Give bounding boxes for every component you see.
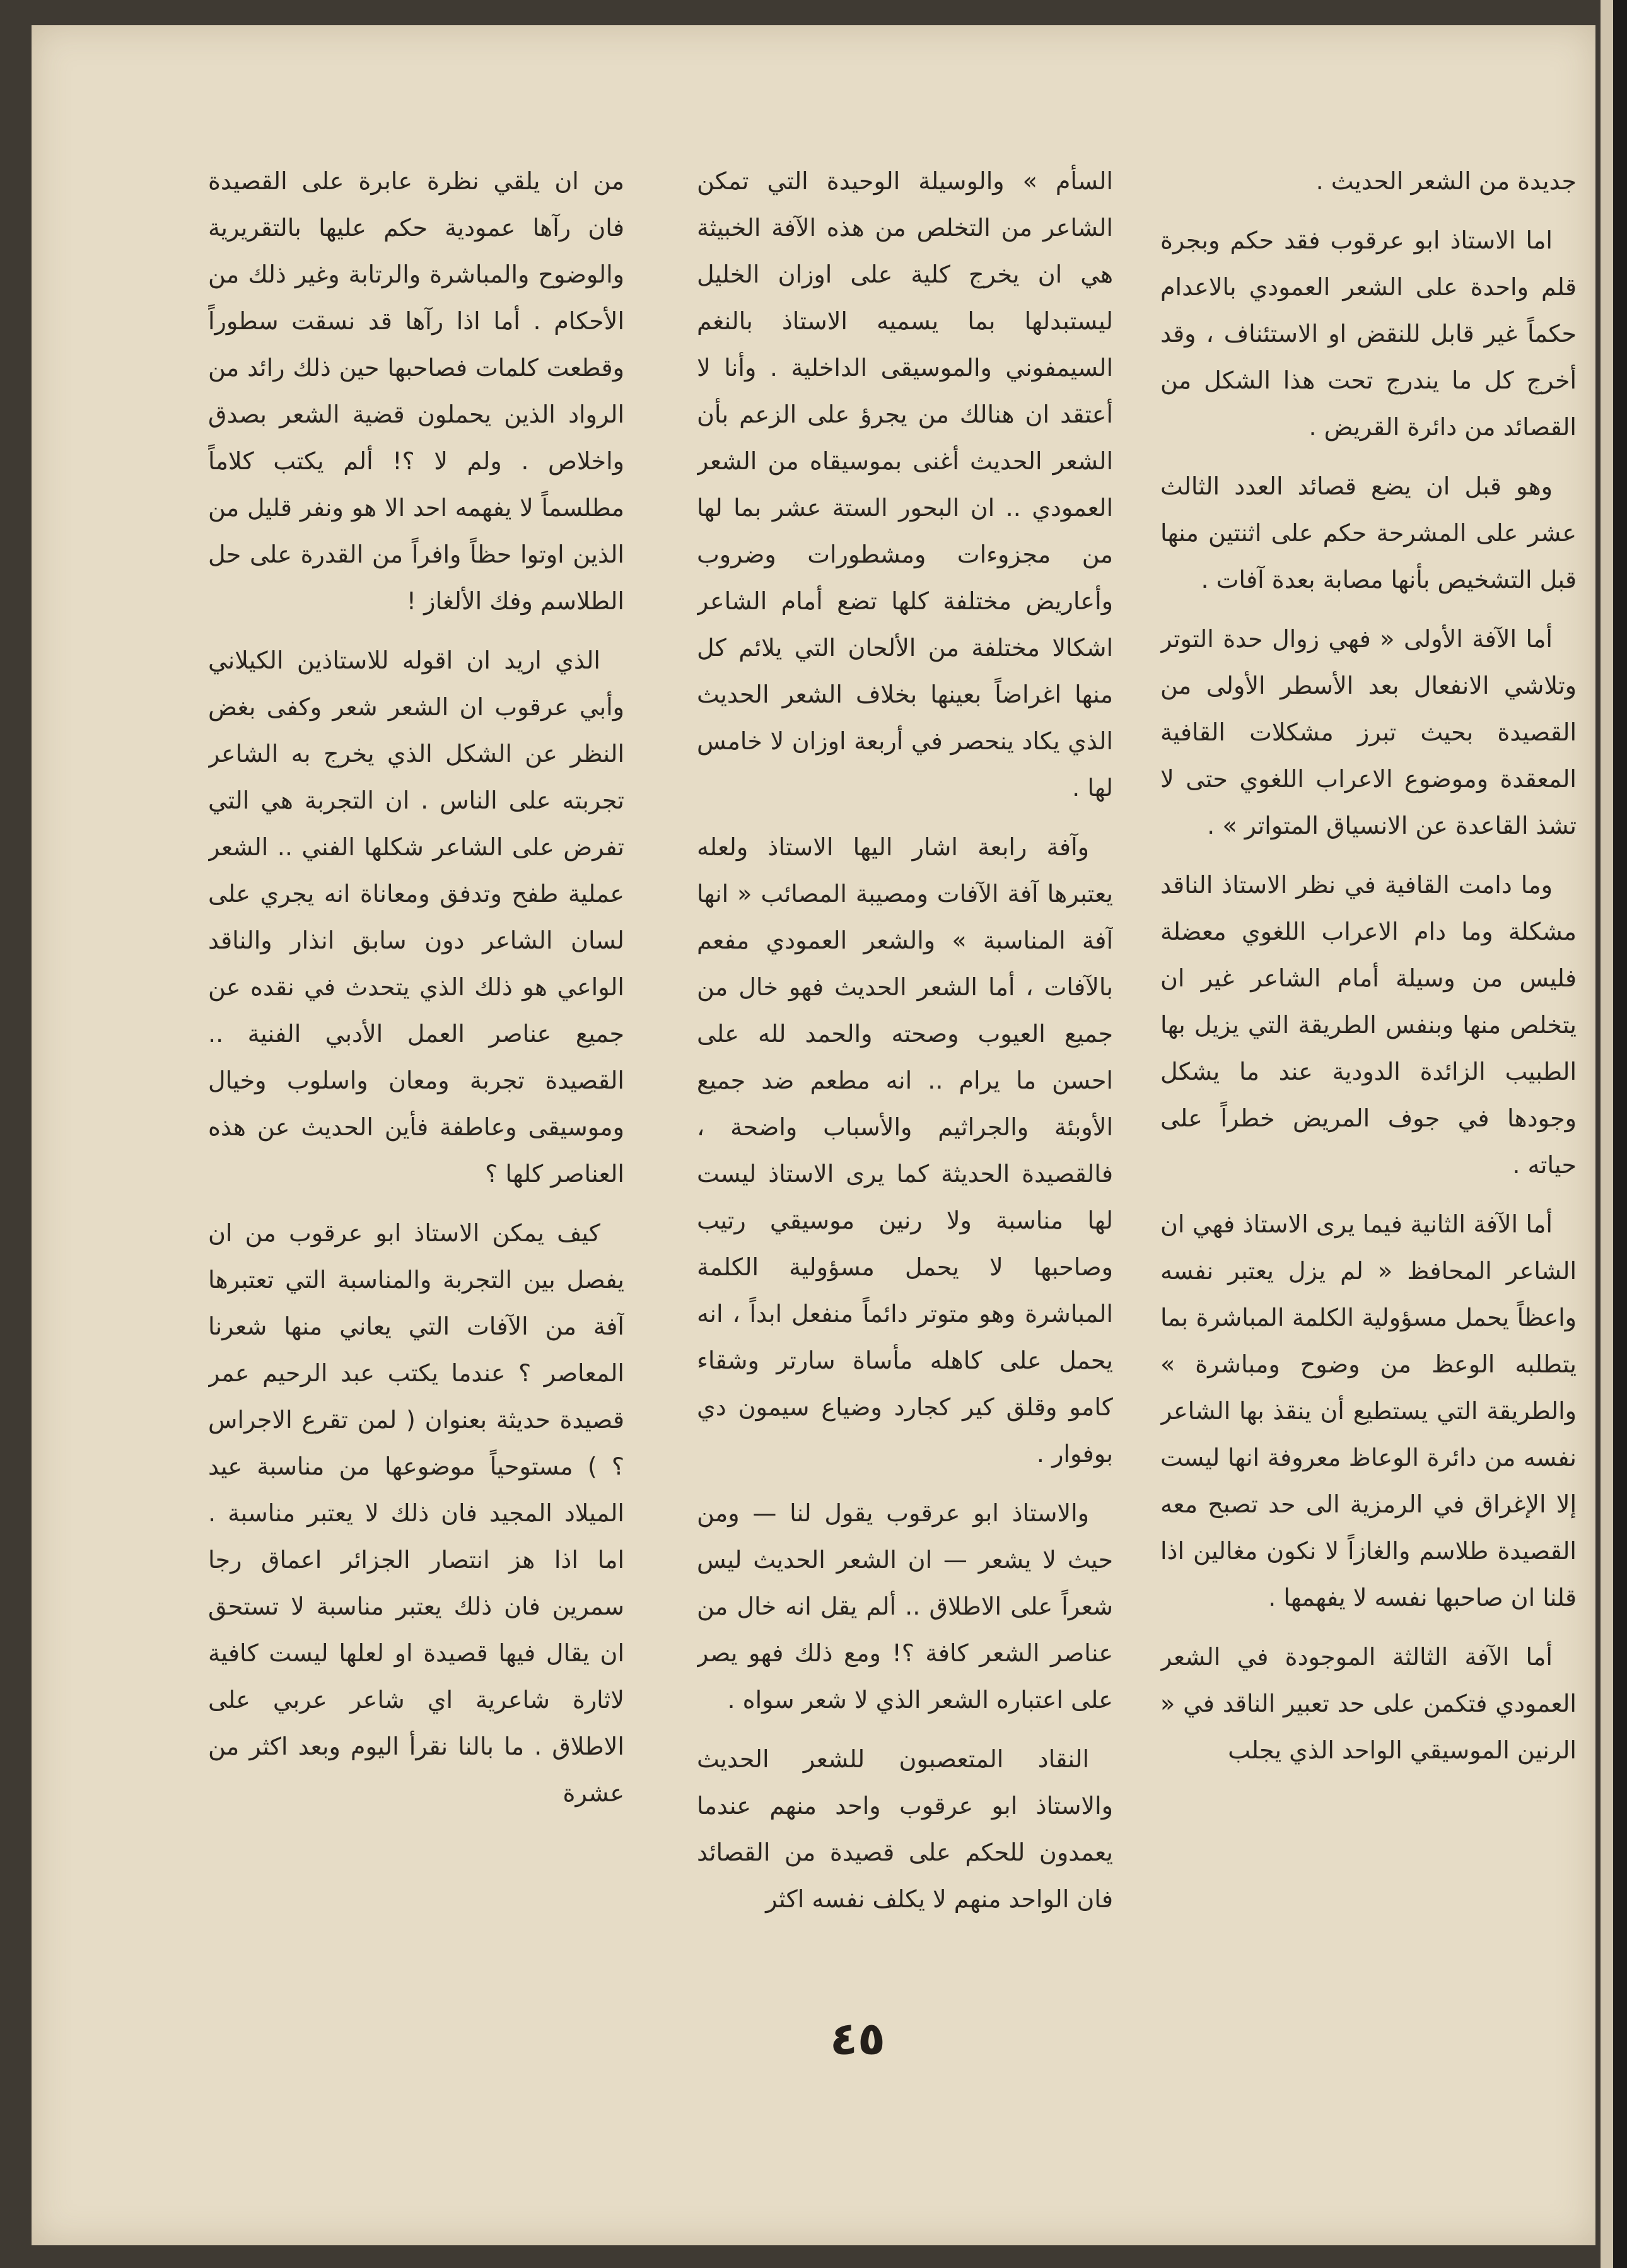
- paragraph: السأم » والوسيلة الوحيدة التي تمكن الشاعر من التخلص من هذه الآفة الخبيثة هي ان يخرج كلية على اوزان الخليل ليستبدلها بما يسميه الاستاذ بالنغم السيمفوني والموسيقى الداخلية . وأنا لا أعتقد ان هنالك من يجرؤ على الزعم بأن الشعر الحديث أغنى بموسيقاه من الشعر العمودي .. ان البحور الستة عشر بما لها من مجزوءات ومشطورات وضروب وأعاريض مختلفة كلها تضع أمام الشاعر اشكالا مختلفة من الألحان التي يلائم كل منها اغراضاً بعينها بخلاف الشعر الحديث الذي يكاد ينحصر في أربعة اوزان لا خامس لها .: [697, 167, 1113, 802]
- paragraph: من ان يلقي نظرة عابرة على القصيدة فان رآها عمودية حكم عليها بالتقريرية والوضوح والمباشرة والرتابة وغير ذلك من الأحكام . أما اذا رآها قد نسقت سطوراً وقطعت كلمات فصاحبها حين ذلك رائد من الرواد الذين يحملون قضية الشعر بصدق واخلاص . ولم لا ؟! ألم يكتب كلاماً مطلسماً لا يفهمه احد الا هو ونفر قليل من الذين اوتوا حظاً وافراً من القدرة على حل الطلاسم وفك الألغاز !: [208, 167, 624, 615]
- column-left: [208, 158, 624, 2050]
- paragraph: أما الآفة الثانية فيما يرى الاستاذ فهي ان الشاعر المحافظ « لم يزل يعتبر نفسه واعظاً يحمل مسؤولية الكلمة المباشرة بما يتطلبه الوعظ من وضوح ومباشرة » والطريقة التي يستطيع أن ينقذ بها الشاعر نفسه من دائرة الوعاظ معروفة انها ليست إلا الإغراق في الرمزية الى حد تصبح معه القصيدة طلاسم والغازاً لا نكون مغالين اذا قلنا ان صاحبها نفسه لا يفهمها .: [1160, 1210, 1577, 1611]
- page-number: ٤٥: [830, 2012, 885, 2065]
- paragraph: اما الاستاذ ابو عرقوب فقد حكم وبجرة قلم واحدة على الشعر العمودي بالاعدام حكماً غير قابل للنقض او الاستئناف ، وقد أخرج كل ما يندرج تحت هذا الشكل من القصائد من دائرة القريض .: [1160, 226, 1577, 441]
- paragraph: الذي اريد ان اقوله للاستاذين الكيلاني وأبي عرقوب ان الشعر شعر وكفى بغض النظر عن الشكل الذي يخرج به الشاعر تجربته على الناس . ان التجربة هي التي تفرض على الشاعر شكلها الفني .. الشعر عملية طفح وتدفق ومعاناة انه يجري على لسان الشاعر دون سابق انذار والناقد الواعي هو ذلك الذي يتحدث في نقده عن جميع عناصر العمل الأدبي الفنية .. القصيدة تجربة ومعان واسلوب وخيال وموسيقى وعاطفة فأين الحديث عن هذه العناصر كلها ؟: [208, 646, 624, 1188]
- paragraph: وهو قبل ان يضع قصائد العدد الثالث عشر على المشرحة حكم على اثنتين منها قبل التشخيص بأنها مصابة بعدة آفات .: [1160, 472, 1577, 593]
- paragraph: النقاد المتعصبون للشعر الحديث والاستاذ ابو عرقوب واحد منهم عندما يعمدون للحكم على قصيدة من القصائد فان الواحد منهم لا يكلف نفسه اكثر: [697, 1745, 1113, 1913]
- page-edge: [1601, 0, 1613, 2268]
- paragraph: أما الآفة الأولى « فهي زوال حدة التوتر وتلاشي الانفعال بعد الأسطر الأولى من القصيدة بحيث تبرز مشكلات القافية المعقدة وموضوع الاعراب اللغوي حتى لا تشذ القاعدة عن الانسياق المتواتر » .: [1160, 625, 1577, 839]
- paragraph: جديدة من الشعر الحديث .: [1315, 167, 1577, 195]
- paragraph: والاستاذ ابو عرقوب يقول لنا — ومن حيث لا يشعر — ان الشعر الحديث ليس شعراً على الاطلاق .. ألم يقل انه خال من عناصر الشعر كافة ؟! ومع ذلك فهو يصر على اعتباره الشعر الذي لا شعر سواه .: [697, 1499, 1113, 1714]
- column-right: [1160, 158, 1577, 2050]
- binding-gutter: [1613, 0, 1627, 2268]
- paragraph: كيف يمكن الاستاذ ابو عرقوب من ان يفصل بين التجربة والمناسبة التي تعتبرها آفة من الآفات التي يعاني منها شعرنا المعاصر ؟ عندما يكتب عبد الرحيم عمر قصيدة حديثة بعنوان ( لمن تقرع الاجراس ؟ ) مستوحياً موضوعها من مناسبة عيد الميلاد المجيد فان ذلك لا يعتبر مناسبة . اما اذا هز انتصار الجزائر اعماق رجا سمرين فان ذلك يعتبر مناسبة لا تستحق ان يقال فيها قصيدة او لعلها ليست كافية لاثارة شاعرية اي شاعر عربي على الاطلاق . ما بالنا نقرأ اليوم وبعد اكثر من عشرة: [208, 1219, 624, 1807]
- paragraph: وما دامت القافية في نظر الاستاذ الناقد مشكلة وما دام الاعراب اللغوي معضلة فليس من وسيلة أمام الشاعر غير ان يتخلص منها وبنفس الطريقة التي يزيل بها الطبيب الزائدة الدودية عند ما يشكل وجودها في جوف المريض خطراً على حياته .: [1160, 871, 1577, 1179]
- paragraph: أما الآفة الثالثة الموجودة في الشعر العمودي فتكمن على حد تعبير الناقد في « الرنين الموسيقي الواحد الذي يجلب: [1160, 1643, 1577, 1764]
- column-middle: [697, 158, 1113, 2050]
- paragraph: وآفة رابعة اشار اليها الاستاذ ولعله يعتبرها آفة الآفات ومصيبة المصائب « انها آفة المناسبة » والشعر العمودي مفعم بالآفات ، أما الشعر الحديث فهو خال من جميع العيوب وصحته والحمد لله على احسن ما يرام .. انه مطعم ضد جميع الأوبئة والجراثيم والأسباب واضحة ، فالقصيدة الحديثة كما يرى الاستاذ ليست لها مناسبة ولا رنين موسيقي رتيب وصاحبها لا يحمل مسؤولية الكلمة المباشرة وهو متوتر دائماً منفعل ابداً ، انه يحمل على كاهله مأساة سارتر وشقاء كامو وقلق كير كجارد وضياع سيمون دي بوفوار .: [697, 833, 1113, 1468]
